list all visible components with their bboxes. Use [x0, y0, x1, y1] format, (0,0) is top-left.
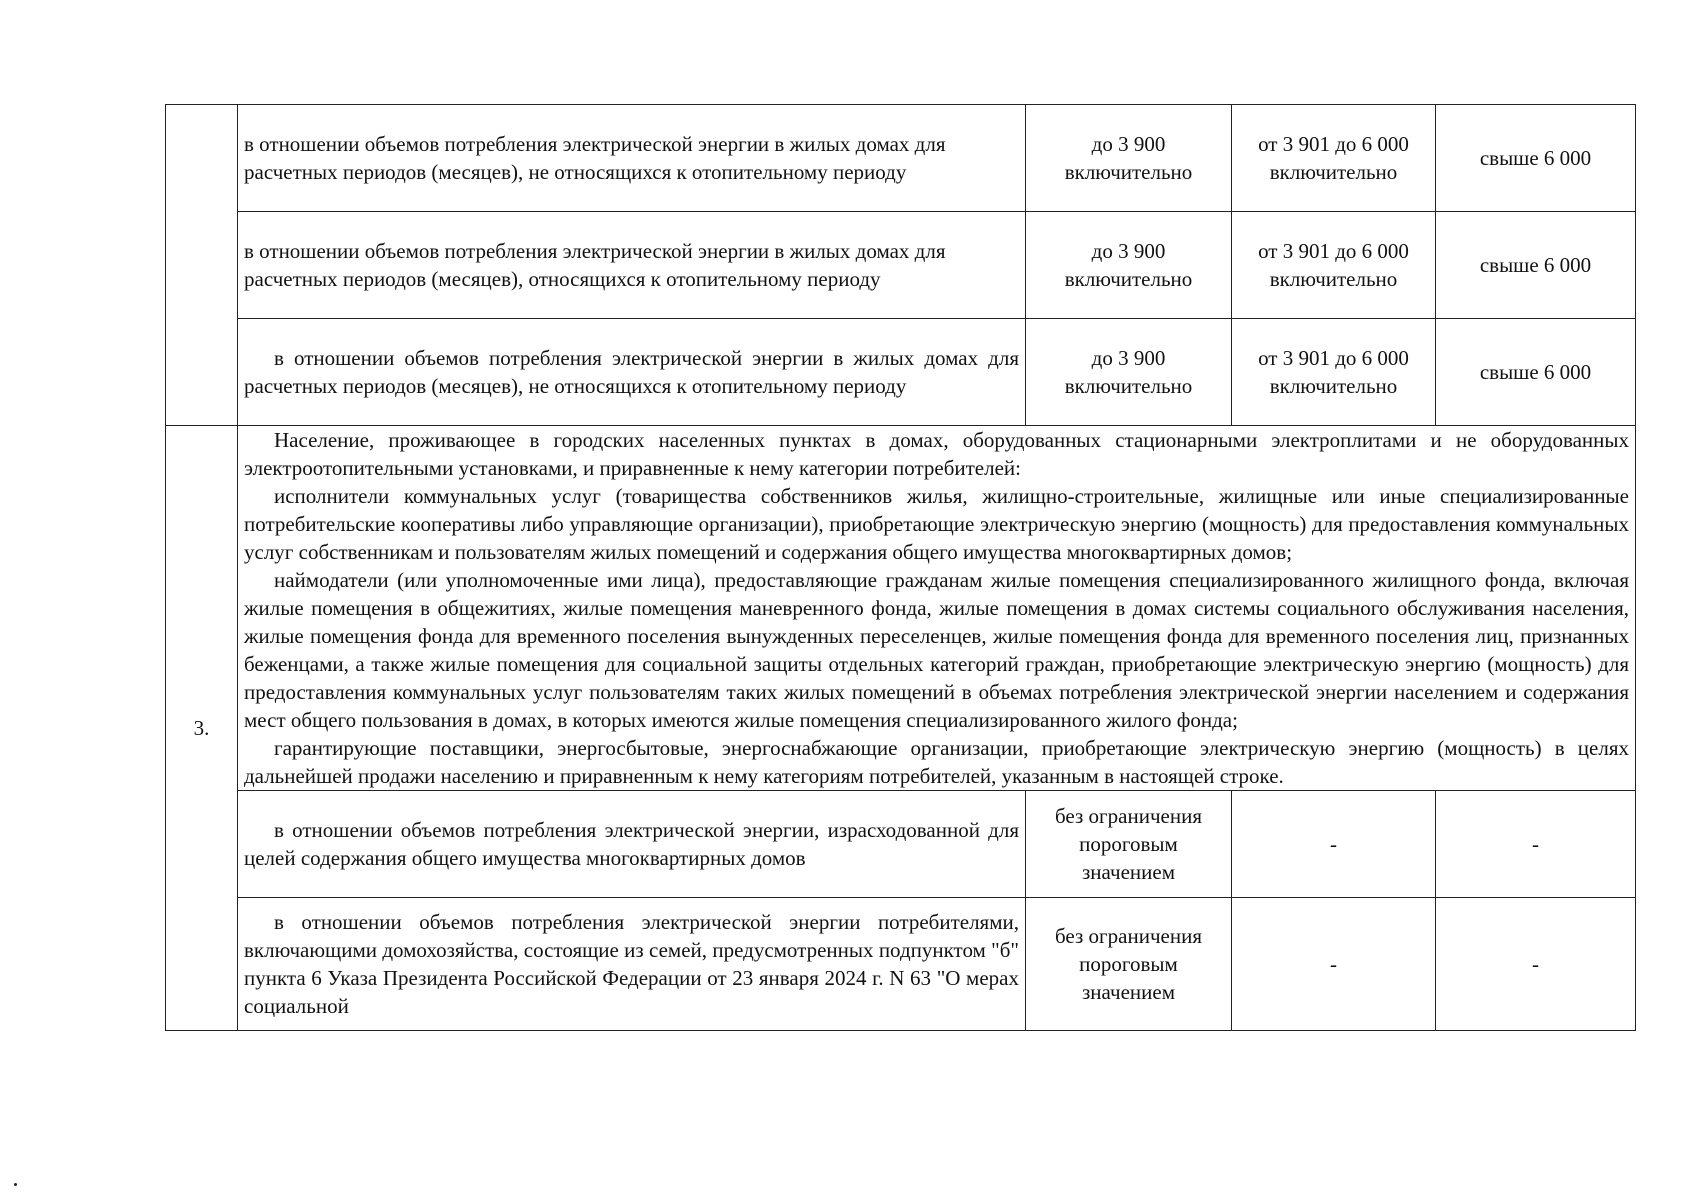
threshold-low-cell: до 3 900 включительно [1026, 319, 1232, 426]
table-row [166, 212, 1636, 319]
section-paragraph: наймодатели (или уполномоченные ими лица), предоставляющие гражданам жилые помещения специализированного жилищного фонда, включая жилые помещения в общежитиях, жилые помещения маневренного фонда, жилые помещения в домах системы социального обслуживания населения, жилые помещения фонда для временного поселения вынужденных переселенцев, жилые помещения фонда для временного поселения лиц, признанных беженцами, а также жилые помещения для социальной защиты отдельных категорий граждан, приобретающие электрическую энергию (мощность) для предоставления коммунальных услуг пользователям таких жилых помещений в объемах потребления электрической энергии населением и содержания мест общего пользования в домах, в которых имеются жилые помещения специализированного жилого фонда; [244, 568, 1629, 732]
section-header-row [166, 426, 1636, 791]
table-row [166, 898, 1636, 1031]
row-number-cell: 3. [166, 426, 238, 1031]
row-number-cell [166, 105, 238, 426]
threshold-high-cell: - [1436, 898, 1636, 1031]
threshold-high-cell: свыше 6 000 [1436, 319, 1636, 426]
table-row [166, 791, 1636, 898]
category-cell: в отношении объемов потребления электрической энергии в жилых домах для расчетных периодов (месяцев), не относящихся к отопительному периоду [238, 319, 1026, 426]
section-paragraph: гарантирующие поставщики, энергосбытовые, энергоснабжающие организации, приобретающие электрическую энергию (мощность) в целях дальнейшей продажи населению и приравненным к нему категориям потребителей, указанным в настоящей строке. [244, 736, 1629, 788]
section-paragraph: исполнители коммунальных услуг (товарищества собственников жилья, жилищно-строительные, жилищные или иные специализированные потребительские кооперативы либо управляющие организации), приобретающие электрическую энергию (мощность) для предоставления коммунальных услуг собственникам и пользователям жилых помещений и содержания общего имущества многоквартирных домов; [244, 484, 1629, 564]
threshold-high-cell: - [1436, 791, 1636, 898]
threshold-high-cell: свыше 6 000 [1436, 105, 1636, 212]
scan-speck [14, 1183, 17, 1186]
threshold-mid-cell: от 3 901 до 6 000 включительно [1232, 319, 1436, 426]
table-row [166, 105, 1636, 212]
threshold-mid-cell: от 3 901 до 6 000 включительно [1232, 212, 1436, 319]
tariff-table [165, 104, 1636, 1031]
category-cell: в отношении объемов потребления электрической энергии, израсходованной для целей содержания общего имущества многоквартирных домов [238, 791, 1026, 898]
threshold-low-cell: до 3 900 включительно [1026, 212, 1232, 319]
category-cell: в отношении объемов потребления электрической энергии в жилых домах для расчетных периодов (месяцев), не относящихся к отопительному периоду [238, 105, 1026, 212]
threshold-mid-cell: - [1232, 898, 1436, 1031]
section-description-cell [238, 426, 1636, 791]
threshold-mid-cell: от 3 901 до 6 000 включительно [1232, 105, 1436, 212]
threshold-high-cell: свыше 6 000 [1436, 212, 1636, 319]
threshold-mid-cell: - [1232, 791, 1436, 898]
category-cell: в отношении объемов потребления электрической энергии в жилых домах для расчетных периодов (месяцев), относящихся к отопительному периоду [238, 212, 1026, 319]
category-cell: в отношении объемов потребления электрической энергии потребителями, включающими домохозяйства, состоящие из семей, предусмотренных подпунктом "б" пункта 6 Указа Президента Российской Федерации от 23 января 2024 г. N 63 "О мерах социальной [238, 898, 1026, 1031]
table-row [166, 319, 1636, 426]
threshold-low-cell: без ограничения пороговым значением [1026, 791, 1232, 898]
section-paragraph: Население, проживающее в городских населенных пунктах в домах, оборудованных стационарными электроплитами и не оборудованных электроотопительными установками, и приравненные к нему категории потребителей: [244, 428, 1629, 480]
threshold-low-cell: без ограничения пороговым значением [1026, 898, 1232, 1031]
threshold-low-cell: до 3 900 включительно [1026, 105, 1232, 212]
